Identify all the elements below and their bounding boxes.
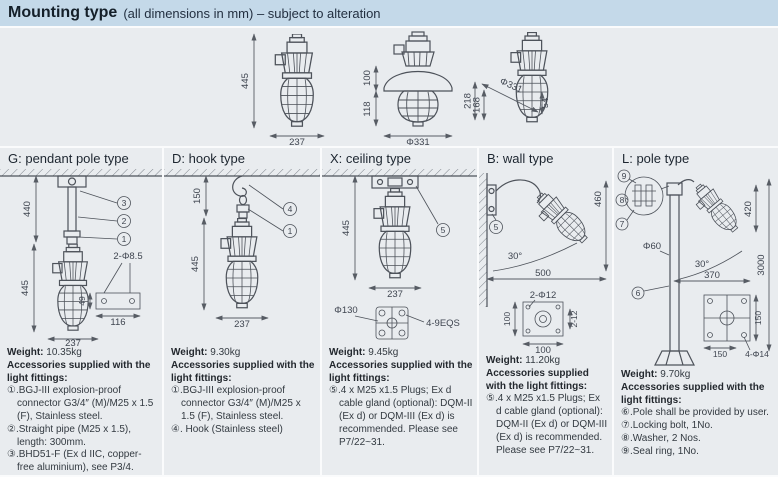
ceiling-hatch: [164, 169, 320, 176]
weight-value: 9.45kg: [368, 347, 399, 358]
pole-drawing: [614, 169, 778, 369]
wall-hatch: [479, 173, 487, 307]
dim-label: 4-Φ14: [745, 349, 769, 359]
accessories-title: Accessories supplied with the light fittings:: [621, 381, 765, 406]
dim-label: 500: [535, 268, 551, 279]
accessory-item: ⑦.Locking bolt, 1No.: [621, 420, 713, 432]
lamp-figure: [374, 189, 411, 278]
dim-label: Φ60: [642, 241, 662, 252]
dim-label: 2-12: [569, 310, 579, 328]
pole-assembly: [655, 180, 694, 365]
clamp-detail-inset: [625, 177, 669, 215]
accessories-title: Accessories supplied with the light fittings:: [486, 367, 589, 392]
callout-6: [632, 287, 644, 299]
column-header: D: hook type: [172, 151, 245, 166]
svg-text:2: 2: [121, 216, 127, 226]
weight-label: Weight:: [329, 347, 366, 358]
wall-bracket: [487, 180, 540, 215]
callout-2: [118, 215, 131, 228]
dim-label: 370: [704, 270, 720, 281]
wall-drawing: [479, 169, 612, 355]
mounting-plate: [96, 293, 140, 309]
ceiling-hatch: [322, 169, 477, 176]
dim-label: 118: [362, 101, 373, 117]
angle-label: 30°: [694, 259, 710, 270]
dim-label: 116: [110, 317, 126, 328]
accessory-item: ③.BHD51-F (Ex d IIC, copper-free aluminium), see P3/4.: [7, 449, 142, 474]
accessory-item: ④. Hook (Stainless steel): [171, 423, 283, 435]
dim-label: 237: [387, 289, 403, 300]
column-ceiling: [320, 148, 477, 475]
accessory-item: ⑨.Seal ring, 1No.: [621, 445, 699, 457]
dim-label: 237: [289, 137, 305, 146]
dim-label: 440: [22, 201, 33, 217]
column-header: G: pendant pole type: [8, 151, 129, 166]
dim-label: 4-9EQS: [426, 318, 460, 329]
svg-text:5: 5: [493, 222, 499, 232]
dim-label: 218: [462, 93, 474, 109]
base-plate: [704, 295, 750, 341]
callout-1: [284, 225, 297, 238]
page-title: Mounting type: [8, 4, 118, 21]
callout-3: [118, 197, 131, 210]
svg-text:8: 8: [619, 195, 625, 205]
weight-label: Weight:: [486, 355, 523, 366]
column-text: [0, 347, 162, 475]
svg-text:3: 3: [121, 198, 127, 208]
callout-7: [616, 218, 628, 230]
dim-label: 420: [743, 201, 754, 217]
weight-label: Weight:: [7, 347, 44, 358]
dim-label: Φ130: [334, 305, 358, 316]
svg-text:1: 1: [287, 226, 293, 236]
dim-label: 460: [593, 191, 604, 207]
column-pendant-pole: [0, 148, 162, 475]
dim-label: 150: [192, 188, 203, 204]
ceiling-plate: [376, 307, 408, 339]
accessory-item: ①.BGJ-III explosion-proof connector G3/4″ (M)/M25 x 1.5 (F), Stainless steel.: [7, 385, 154, 422]
weight-value: 9.70kg: [660, 369, 691, 380]
column-wall: [477, 148, 612, 475]
page-subtitle: (all dimensions in mm) – subject to alteration: [123, 5, 381, 21]
mounting-type-columns: [0, 148, 778, 477]
weight-line: [621, 369, 774, 382]
column-pole: [612, 148, 778, 475]
accessories-title: Accessories supplied with the light fittings:: [7, 359, 151, 384]
wall-plate: [523, 302, 563, 336]
accessory-item: ②.Straight pipe (M25 x 1.5), length: 300mm.: [7, 423, 132, 448]
weight-label: Weight:: [621, 369, 658, 380]
svg-text:4: 4: [287, 204, 293, 214]
weight-value: 11.20kg: [525, 355, 561, 366]
shade-view-drawing: [362, 32, 452, 146]
dim-label: 237: [65, 338, 81, 347]
column-text: [322, 347, 477, 449]
front-view-drawing: [240, 34, 324, 146]
lamp-figure: [53, 244, 88, 330]
dim-label: Φ331: [406, 137, 430, 146]
dim-label: 168: [471, 97, 483, 113]
weight-line: [7, 347, 158, 360]
weight-label: Weight:: [171, 347, 208, 358]
overview-drawings: [0, 28, 778, 146]
overview-drawings-section: [0, 28, 778, 148]
dim-label: 237: [234, 319, 250, 330]
dim-label: 445: [240, 73, 251, 89]
hook-drawing: [164, 169, 320, 347]
column-text: [164, 347, 320, 437]
dim-label: 54: [540, 97, 551, 109]
column-header: L: pole type: [622, 151, 690, 166]
svg-text:1: 1: [121, 234, 127, 244]
dim-label: 3000: [756, 254, 767, 276]
accessory-item: ⑤.4 x M25 x1.5 Plugs; Ex d cable gland (optional): DQM-II (Ex d) or DQM-III (Ex d) is recommended. Please see P7/22~31.: [486, 393, 608, 456]
page-header: [0, 0, 778, 28]
weight-line: [486, 355, 608, 368]
weight-value: 10.35kg: [46, 347, 82, 358]
weight-value: 9.30kg: [210, 347, 241, 358]
ceiling-mount: [372, 176, 418, 188]
dim-label: 100: [502, 311, 512, 327]
tilted-view-drawing: [463, 33, 552, 122]
dim-label: 445: [190, 256, 201, 272]
callout-8: [616, 194, 628, 206]
dim-label: 150: [753, 310, 763, 326]
weight-line: [329, 347, 473, 360]
svg-text:9: 9: [621, 171, 627, 181]
svg-text:7: 7: [619, 219, 625, 229]
dim-label: 2-Φ8.5: [113, 251, 143, 262]
accessories-title: Accessories supplied with the light fittings:: [171, 359, 315, 384]
dim-label: 150: [712, 349, 728, 359]
dim-label: 2-Φ12: [529, 290, 557, 301]
column-text: [479, 355, 612, 457]
dim-label: 100: [535, 345, 551, 355]
accessory-item: ⑤.4 x M25 x1.5 Plugs; Ex d cable gland (optional): DQM-II (Ex d) or DQM-III (Ex d) is recommended. Please see P7/22~31.: [329, 385, 473, 448]
dim-label: 445: [20, 280, 31, 296]
accessories-title: Accessories supplied with the light fittings:: [329, 359, 473, 384]
dim-label: 100: [362, 70, 373, 86]
svg-text:6: 6: [635, 288, 641, 298]
svg-text:5: 5: [440, 225, 446, 235]
accessory-item: ①.BGJ-III explosion-proof connector G3/4″ (M)/M25 x 1.5 (F), Stainless steel.: [171, 385, 301, 422]
column-header: B: wall type: [487, 151, 554, 166]
callout-4: [284, 203, 297, 216]
dim-label: Φ331: [498, 75, 524, 96]
callout-5: [437, 224, 450, 237]
pendant-pole-assembly: [58, 176, 86, 244]
hook-assembly: [233, 176, 249, 218]
ceiling-hatch: [0, 169, 162, 176]
lamp-figure: [221, 219, 258, 308]
pendant-pole-drawing: [0, 169, 162, 347]
column-text: [614, 369, 778, 459]
dim-label: 445: [341, 220, 352, 236]
accessory-item: ⑥.Pole shall be provided by user.: [621, 407, 769, 419]
column-hook: [162, 148, 320, 475]
callout-5: [490, 221, 503, 234]
lamp-figure: [529, 187, 593, 251]
lamp-figure: [688, 179, 743, 238]
dim-label: 49: [77, 296, 87, 306]
column-header: X: ceiling type: [330, 151, 411, 166]
callout-9: [618, 170, 630, 182]
weight-line: [171, 347, 316, 360]
ceiling-drawing: [322, 169, 477, 347]
accessory-item: ⑧.Washer, 2 Nos.: [621, 432, 701, 444]
callout-1: [118, 233, 131, 246]
angle-label: 30°: [507, 251, 523, 262]
